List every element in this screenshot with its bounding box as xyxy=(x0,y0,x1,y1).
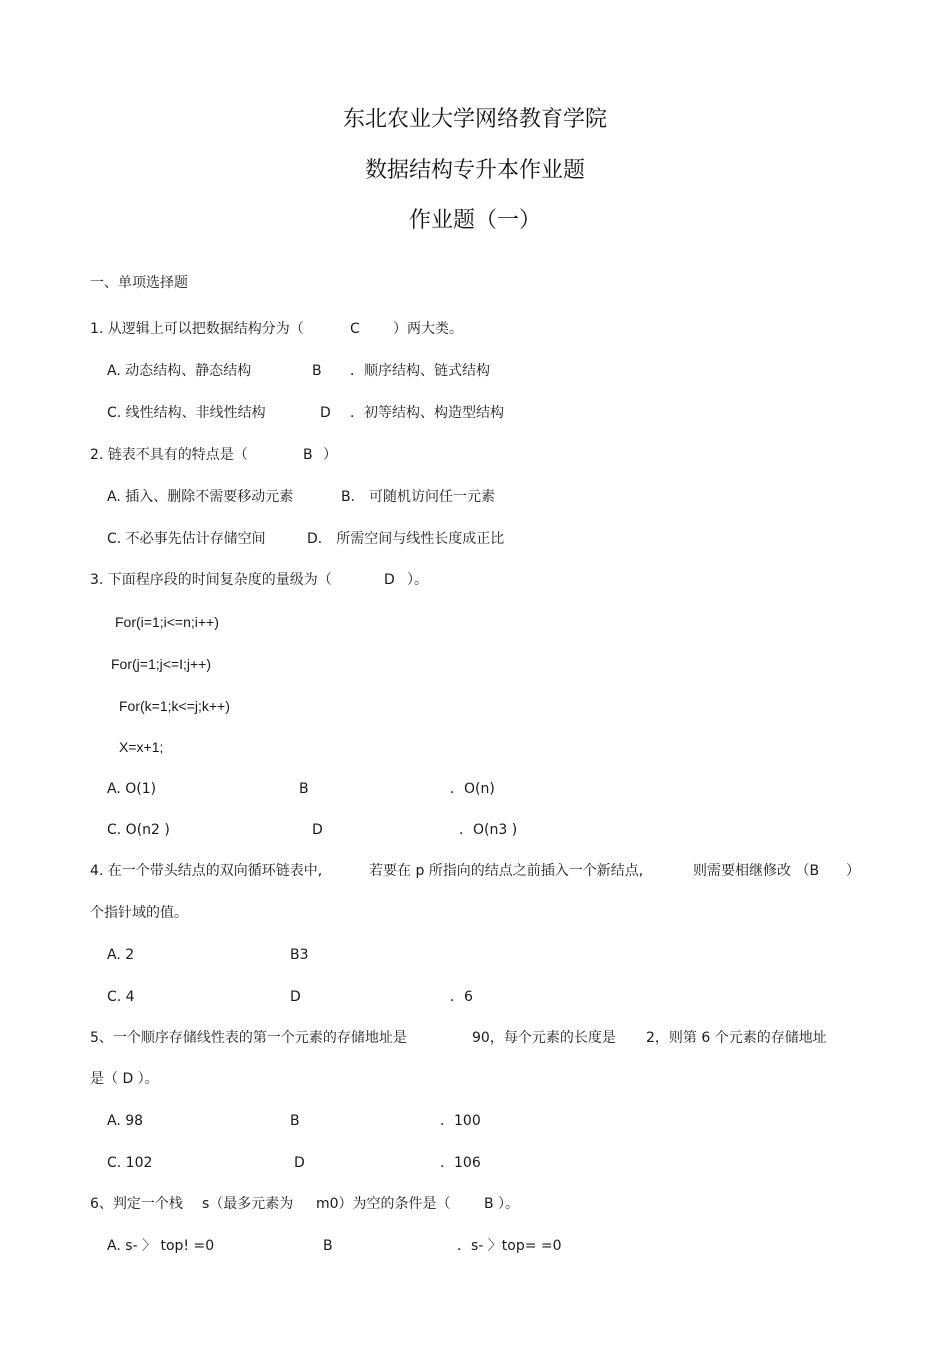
q2-option-b: B． 可随机访问任一元素 xyxy=(341,489,496,505)
q3-option-a: A. O(1) xyxy=(107,781,157,797)
q3-option-b-letter: B xyxy=(299,781,309,797)
q3-option-b: ．O(n) xyxy=(450,781,495,797)
q1-answer: C xyxy=(350,321,360,337)
q2-answer: B xyxy=(303,447,313,463)
q3-stem-end: ）。 xyxy=(407,572,428,588)
q5-option-b: ．100 xyxy=(440,1113,481,1129)
assignment-title: 作业题（一） xyxy=(408,208,541,233)
q3-answer: D xyxy=(384,572,395,588)
q5-option-c: C. 102 xyxy=(107,1155,153,1171)
q5-option-d: ．106 xyxy=(440,1155,481,1171)
q4-option-b: B3 xyxy=(290,947,309,963)
q2-stem-end: ） xyxy=(323,447,337,463)
q4-option-a: A. 2 xyxy=(107,947,135,963)
q2-stem: 2. 链表不具有的特点是（ xyxy=(90,447,248,463)
course-title: 数据结构专升本作业题 xyxy=(364,158,585,183)
q3-code-line-4: X=x+1; xyxy=(119,739,164,755)
q3-option-d: ．O(n3 ) xyxy=(459,822,518,838)
q4-stem-1: 4. 在一个带头结点的双向循环链表中, xyxy=(90,863,323,879)
q5-option-a: A. 98 xyxy=(107,1113,144,1129)
q4-option-c: C. 4 xyxy=(107,989,135,1005)
q4-option-d-letter: D xyxy=(290,989,301,1005)
q6-stem-2: s（最多元素为 xyxy=(202,1196,294,1212)
q5-stem-4: 是（ D ）。 xyxy=(90,1071,159,1087)
q3-code-line-2: For(j=1;j<=I;j++) xyxy=(111,656,211,672)
q5-stem-1: 5、一个顺序存储线性表的第一个元素的存储地址是 xyxy=(90,1030,407,1046)
q5-option-b-letter: B xyxy=(290,1113,300,1129)
q6-stem-3: m0）为空的条件是（ xyxy=(316,1196,451,1212)
q1-stem-end: ）两大类。 xyxy=(393,321,463,337)
q6-stem-1: 6、判定一个栈 xyxy=(90,1196,183,1212)
q5-stem-3: 2，则第 6 个元素的存储地址 xyxy=(646,1030,827,1046)
q2-option-c: C. 不必事先估计存储空间 xyxy=(107,531,266,547)
q4-stem-3: 则需要相继修改 （B xyxy=(693,863,820,879)
q6-answer: B xyxy=(484,1196,494,1212)
q6-option-b-letter: B xyxy=(323,1238,333,1254)
q1-option-c: C. 线性结构、非线性结构 xyxy=(107,405,266,421)
q1-stem: 1. 从逻辑上可以把数据结构分为（ xyxy=(90,321,304,337)
q1-option-a: A. 动态结构、静态结构 xyxy=(107,363,252,379)
q3-code-line-1: For(i=1;i<=n;i++) xyxy=(115,614,219,630)
q4-stem-4: ） xyxy=(846,863,860,879)
q2-option-d: D． 所需空间与线性长度成正比 xyxy=(307,531,505,547)
q3-option-d-letter: D xyxy=(312,822,323,838)
q5-stem-2: 90，每个元素的长度是 xyxy=(472,1030,616,1046)
q4-stem-5: 个指针域的值。 xyxy=(90,905,188,921)
q4-option-d: ．6 xyxy=(450,989,473,1005)
q6-stem-end: ）。 xyxy=(498,1196,519,1212)
q1-option-b: ．顺序结构、链式结构 xyxy=(350,363,490,379)
q1-option-d-letter: D xyxy=(320,405,331,421)
q6-option-a: A. s- 〉 top! =0 xyxy=(107,1238,215,1254)
q3-code-line-3: For(k=1;k<=j;k++) xyxy=(119,698,230,714)
q2-option-a: A. 插入、删除不需要移动元素 xyxy=(107,489,294,505)
institution-title: 东北农业大学网络教育学院 xyxy=(342,107,607,132)
q6-option-b: ．s- 〉top= =0 xyxy=(457,1238,562,1254)
q5-option-d-letter: D xyxy=(294,1155,305,1171)
section-heading: 一、单项选择题 xyxy=(90,275,188,291)
q3-option-c: C. O(n2 ) xyxy=(107,822,170,838)
q4-stem-2: 若要在 p 所指向的结点之前插入一个新结点, xyxy=(369,863,644,879)
q3-stem: 3. 下面程序段的时间复杂度的量级为（ xyxy=(90,572,332,588)
q1-option-b-letter: B xyxy=(312,363,322,379)
q1-option-d: ．初等结构、构造型结构 xyxy=(350,405,504,421)
